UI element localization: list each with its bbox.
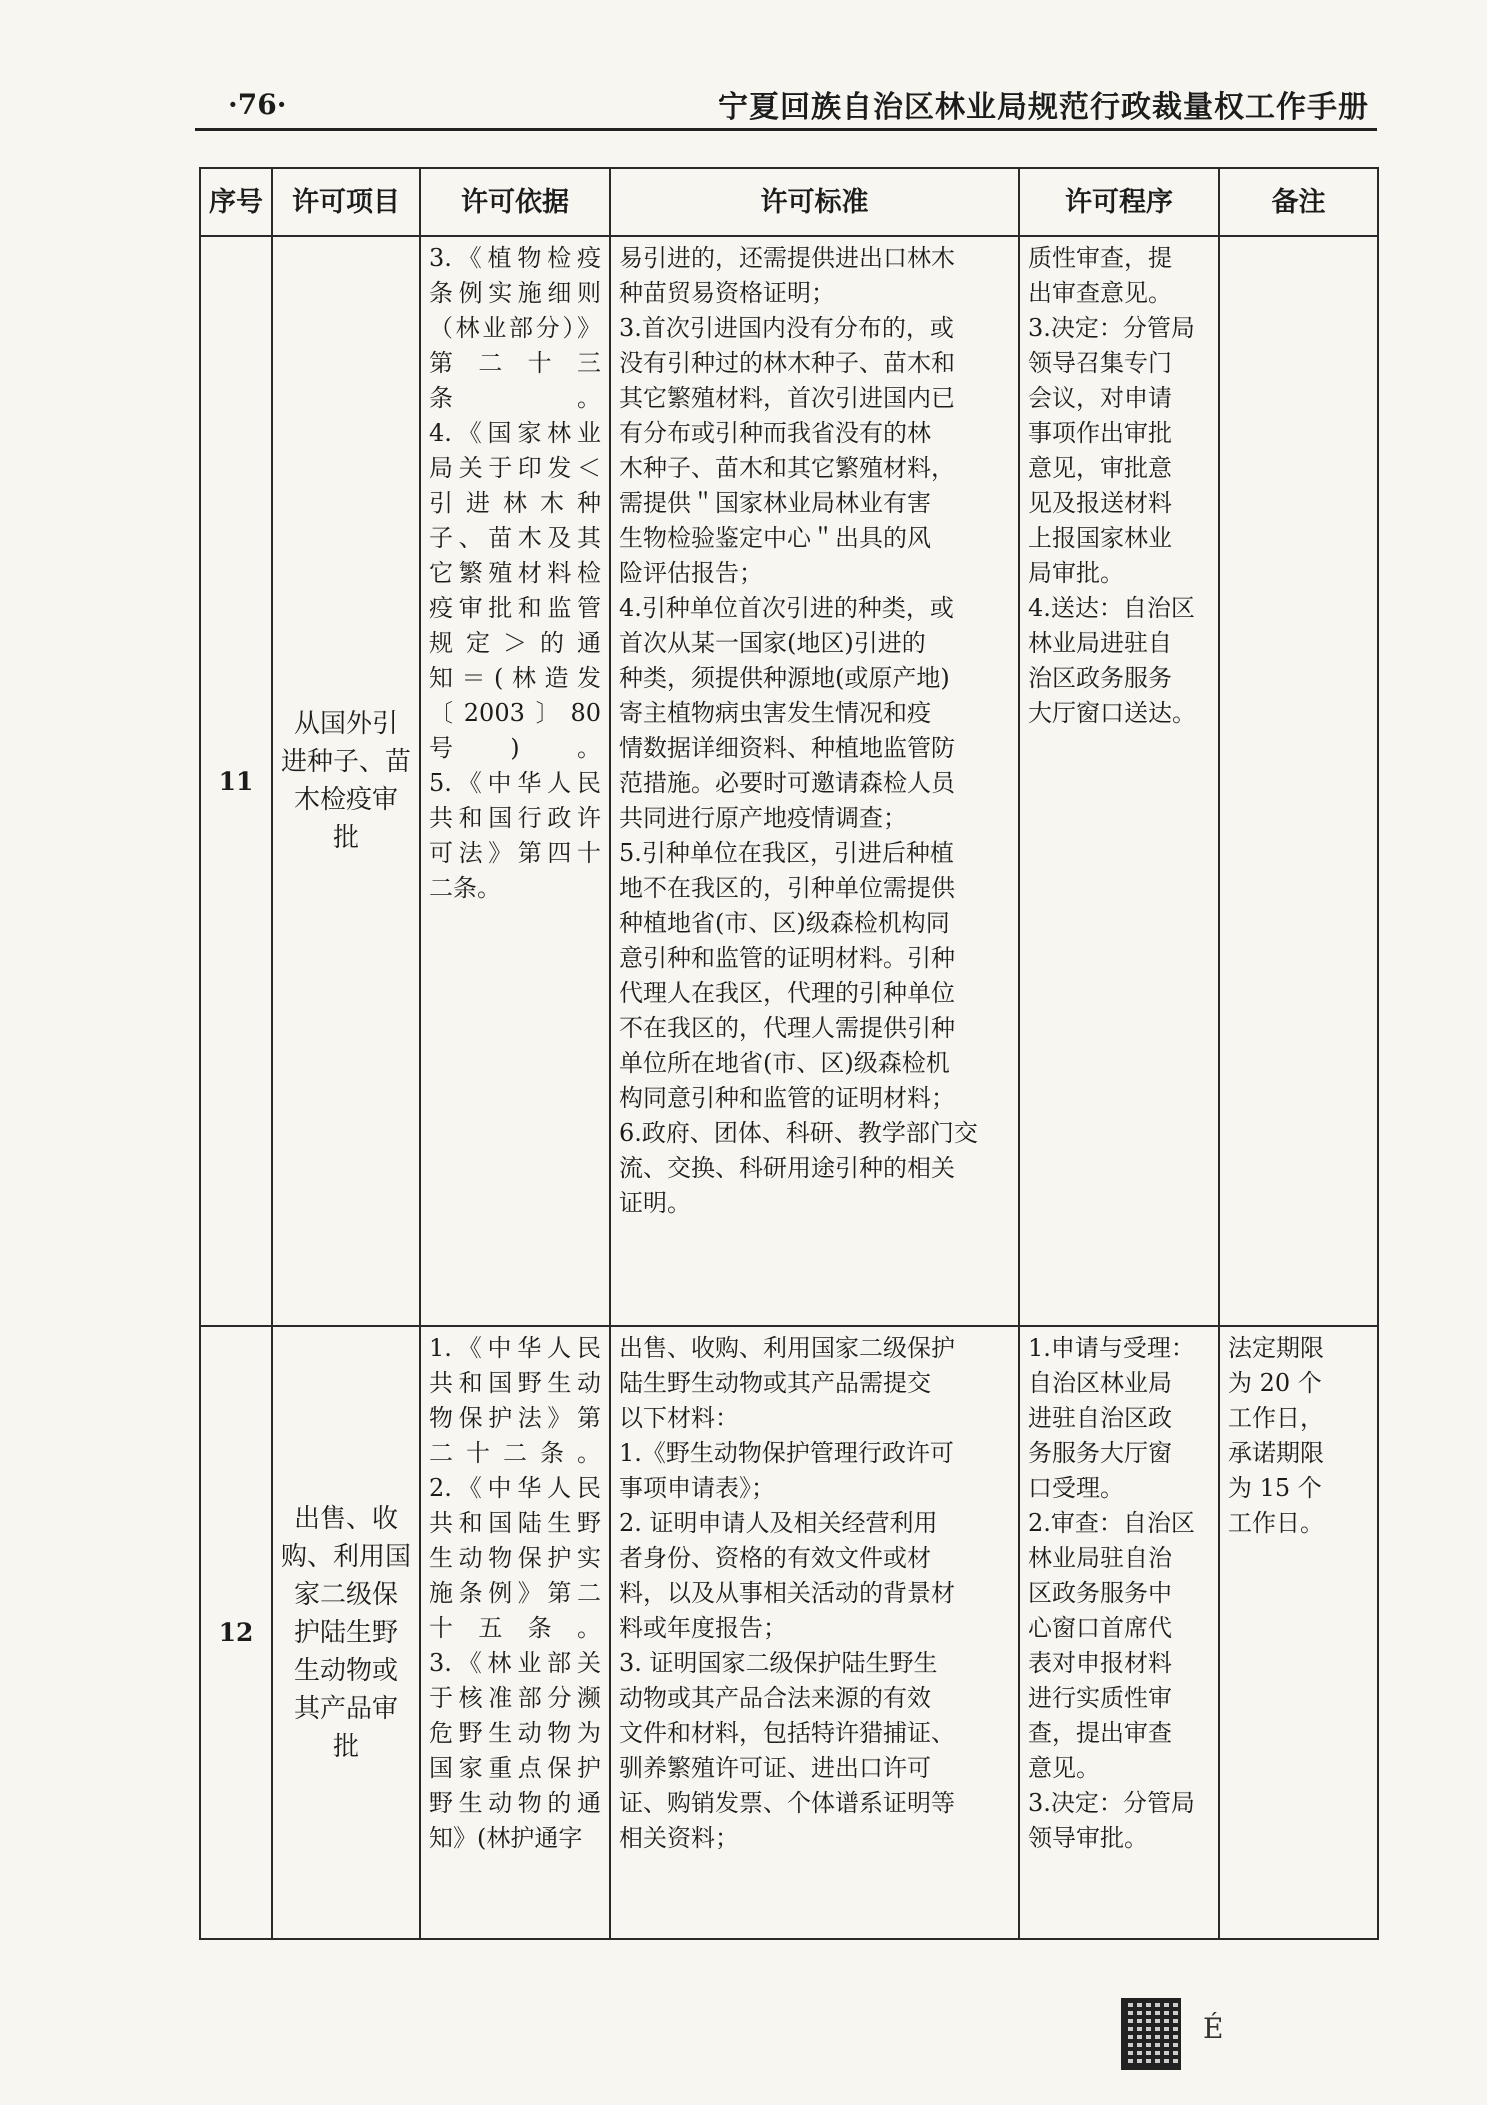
cell-line: 首次从某一国家(地区)引进的 [619,629,926,657]
cell-line: 出售、收 [293,1503,398,1534]
cell-line: 共和国陆生野 [429,1509,601,1537]
cell-line: 没有引种过的林木种子、苗木和 [619,349,955,377]
cell-line: 陆生野生动物或其产品需提交 [619,1369,931,1397]
cell-line: 会议，对申请 [1028,384,1172,412]
cell-line: 家二级保 [293,1579,398,1610]
cell-line: 木种子、苗木和其它繁殖材料， [619,454,955,482]
cell-line: 易引进的，还需提供进出口林木 [619,244,955,272]
cell-line: 心窗口首席代 [1028,1614,1172,1642]
cell-line: 表对申报材料 [1028,1649,1172,1677]
cell-line: 证、购销发票、个体谱系证明等 [619,1789,955,1817]
running-title: 宁夏回族自治区林业局规范行政裁量权工作手册 [718,90,1369,125]
cell-line: 批 [332,1731,359,1762]
cell-line: 知》(林护通字 [429,1824,583,1852]
header-basis: 许可依据 [420,168,610,236]
cell-line: 证明。 [619,1189,691,1217]
cell-line: 为 20 个 [1228,1369,1322,1397]
cell-line: 意引种和监管的证明材料。引种 [619,944,955,972]
cell-line: 法定期限 [1228,1334,1324,1362]
cell-line: 进行实质性审 [1028,1684,1172,1712]
cell-line: 局审批。 [1028,559,1124,587]
cell-line: 工作日， [1228,1404,1324,1432]
cell-line: 上报国家林业 [1028,524,1172,552]
header-seq: 序号 [200,168,272,236]
cell-line: 物保护法》第 [429,1404,601,1432]
cell-line: 第 二 十 三 [429,349,601,377]
cell-line: 出审查意见。 [1028,279,1172,307]
cell-line: 二条。 [429,874,501,902]
header-rule [195,128,1377,131]
cell-line: 自治区林业局 [1028,1369,1172,1397]
cell-line: 代理人在我区，代理的引种单位 [619,979,955,1007]
cell-line: 见及报送材料 [1028,489,1172,517]
cell-line: 可法》第四十 [429,839,601,867]
cell-line: 共和国野生动 [429,1369,601,1397]
cell-line: （林业部分）》 [429,314,601,342]
cell-line: 者身份、资格的有效文件或材 [619,1544,931,1572]
cell-line: 构同意引种和监管的证明材料； [619,1084,955,1112]
row-remark [1219,1326,1378,1939]
cell-line: 规定＞的通 [429,629,601,657]
cell-line: 范措施。必要时可邀请森检人员 [619,769,955,797]
cell-line: 十五条。 [429,1614,601,1642]
cell-line: 2.《中华人民 [429,1474,601,1502]
cell-line: 大厅窗口送达。 [1028,699,1196,727]
cell-line: 危野生动物为 [429,1719,601,1747]
cell-line: 治区政务服务 [1028,664,1172,692]
table-header-row [200,168,1378,236]
cell-line: 质性审查，提 [1028,244,1172,272]
row-remark [1219,236,1378,1326]
cell-line: 条。 [429,384,601,412]
row-seq: 12 [200,1326,272,1939]
row-seq: 11 [200,236,272,1326]
header-procedure: 许可程序 [1019,168,1219,236]
table-row [200,1326,1378,1939]
row-item [272,236,420,1326]
cell-line: 5.《中华人民 [429,769,601,797]
cell-line: 4.送达：自治区 [1028,594,1195,622]
qr-code [1121,1998,1181,2070]
row-basis [420,236,610,1326]
cell-line: 料或年度报告； [619,1614,787,1642]
cell-line: 务服务大厅窗 [1028,1439,1172,1467]
row-procedure [1019,1326,1219,1939]
cell-line: 不在我区的，代理人需提供引种 [619,1014,955,1042]
cell-line: 4.引种单位首次引进的种类，或 [619,594,954,622]
cell-line: 它繁殖材料检 [429,559,601,587]
cell-line: 领导召集专门 [1028,349,1172,377]
cell-line: 1.《野生动物保护管理行政许可 [619,1439,954,1467]
cell-line: 为 15 个 [1228,1474,1322,1502]
cell-line: 口受理。 [1028,1474,1124,1502]
cell-line: 条例实施细则 [429,279,601,307]
cell-line: 子、苗木及其 [429,524,601,552]
cell-line: 意见，审批意 [1028,454,1172,482]
cell-line: 种类，须提供种源地(或原产地) [619,664,950,692]
cell-line: 料，以及从事相关活动的背景材 [619,1579,955,1607]
cell-line: 共同进行原产地疫情调查； [619,804,907,832]
cell-line: 2. 证明申请人及相关经营利用 [619,1509,938,1537]
header-standard: 许可标准 [610,168,1019,236]
permit-table [199,167,1379,1940]
cell-line: 单位所在地省(市、区)级森检机 [619,1049,950,1077]
cell-line: 区政务服务中 [1028,1579,1172,1607]
cell-line: 6.政府、团体、科研、教学部门交 [619,1119,978,1147]
cell-line: 从国外引 [293,709,398,739]
cell-line: 险评估报告； [619,559,763,587]
cell-line: 事项作出审批 [1028,419,1172,447]
cell-line: 3.决定：分管局 [1028,1789,1195,1817]
cell-line: 流、交换、科研用途引种的相关 [619,1154,955,1182]
cell-line: 林业局驻自治 [1028,1544,1172,1572]
header-remark: 备注 [1219,168,1378,236]
cell-line: 出售、收购、利用国家二级保护 [619,1334,955,1362]
cell-line: 进驻自治区政 [1028,1404,1172,1432]
cell-line: 4.《国家林业 [429,419,601,447]
cell-line: 3.《林业部关 [429,1649,601,1677]
cell-line: 地不在我区的，引种单位需提供 [619,874,955,902]
cell-line: 驯养繁殖许可证、进出口许可 [619,1754,931,1782]
cell-line: 国家重点保护 [429,1754,601,1782]
cell-line: 木检疫审 [293,785,398,815]
cell-line: 工作日。 [1228,1509,1324,1537]
cell-line: 以下材料： [619,1404,739,1432]
cell-line: 文件和材料，包括特许猎捕证、 [619,1719,955,1747]
cell-line: 3.决定：分管局 [1028,314,1195,342]
cell-line: 施条例》第二 [429,1579,601,1607]
header-item: 许可项目 [272,168,420,236]
cell-line: 引进林木种 [429,489,601,517]
cell-line: 需提供＂国家林业局林业有害 [619,489,931,517]
cell-line: 共和国行政许 [429,804,601,832]
cell-line: 3.《植物检疫 [429,244,601,272]
cell-line: 种苗贸易资格证明； [619,279,835,307]
cell-line: 寄主植物病虫害发生情况和疫 [619,699,931,727]
cell-line: 号)。 [429,734,601,762]
cell-line: 于核准部分濒 [429,1684,601,1712]
cell-line: 有分布或引种而我省没有的林 [619,419,931,447]
cell-line: 购、利用国 [281,1541,412,1572]
cell-line: 1.申请与受理： [1028,1334,1195,1362]
cell-line: 其它繁殖材料，首次引进国内已 [619,384,955,412]
cell-line: 3.首次引进国内没有分布的，或 [619,314,954,342]
cell-line: 局关于印发＜ [429,454,601,482]
cell-line: 野生动物的通 [429,1789,601,1817]
cell-line: 查，提出审查 [1028,1719,1172,1747]
row-basis [420,1326,610,1939]
cell-line: 二十二条。 [429,1439,601,1467]
cell-line: 情数据详细资料、种植地监管防 [619,734,955,762]
row-standard [610,236,1019,1326]
cell-line: 生动物或 [293,1655,398,1686]
cell-line: 领导审批。 [1028,1824,1148,1852]
cell-line: 种植地省(市、区)级森检机构同 [619,909,950,937]
page-number: ·76· [228,88,287,121]
cell-line: 事项申请表》； [619,1474,775,1502]
cell-line: 批 [332,823,359,853]
cell-line: 护陆生野 [293,1617,398,1648]
row-item [272,1326,420,1939]
cell-line: 其产品审 [293,1693,398,1724]
cell-line: 动物或其产品合法来源的有效 [619,1684,931,1712]
cell-line: 2.审查：自治区 [1028,1509,1195,1537]
cell-line: 进种子、苗 [281,747,412,777]
cell-line: 〔2003〕80 [429,699,601,727]
cell-line: 承诺期限 [1228,1439,1324,1467]
cell-line: 林业局进驻自 [1028,629,1172,657]
cell-line: 3. 证明国家二级保护陆生野生 [619,1649,938,1677]
cell-line: 疫审批和监管 [429,594,601,622]
cell-line: 1.《中华人民 [429,1334,601,1362]
cell-line: 意见。 [1028,1754,1100,1782]
cell-line: 知＝(林造发 [429,664,601,692]
cell-line: 生动物保护实 [429,1544,601,1572]
table-row [200,236,1378,1326]
cell-line: 生物检验鉴定中心＂出具的风 [619,524,931,552]
cell-line: 相关资料； [619,1824,739,1852]
row-procedure [1019,236,1219,1326]
cell-line: 5.引种单位在我区，引进后种植 [619,839,954,867]
row-standard [610,1326,1019,1939]
stray-mark: É [1203,2012,1224,2045]
